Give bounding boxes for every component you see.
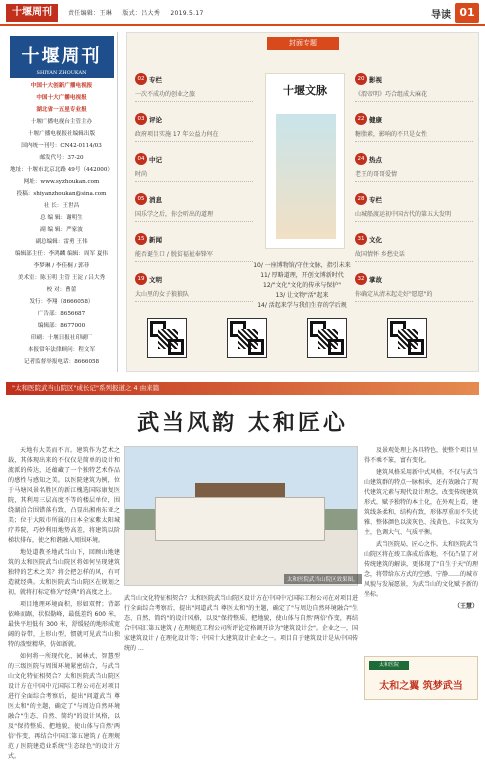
masthead-line: 印刷：十堰日报社印刷厂 — [30, 335, 93, 341]
article-paragraph: 项目地理环境面积，形如双臂；背部依峰而踞，状似勒峰，最低差约 600 米，最快平坦低有 300 米，舒缓轻的地形成宽阔的谷带，上形山型，惯就可见武当山独特的泼壁精华，仿如新就。 — [8, 601, 120, 648]
masthead-line: 副总编辑：雷勇 王伟 — [35, 239, 88, 245]
contents-head: 封面专题 — [267, 37, 339, 50]
item-category: 热点 — [369, 155, 382, 164]
contents-item[interactable] — [135, 73, 253, 102]
item-description: 山城船渡运初中国古代的第五大发明 — [355, 209, 473, 222]
contents-item[interactable] — [355, 73, 473, 102]
series-banner: "太和医院武当山院区"成长记"系列报道之 4 由来篇 — [6, 382, 479, 395]
toc-line: 12/"文化"文化的传承与保护" — [263, 282, 341, 289]
article-left-column — [8, 446, 120, 764]
masthead-line: 记者监督举报电话：8666058 — [23, 359, 100, 365]
page-num-badge: 20 — [355, 73, 367, 85]
masthead-line: 投稿：shiyanzhoukan@sina.com — [16, 191, 107, 197]
item-description: 时尚 — [135, 169, 253, 182]
page-num-badge: 15 — [135, 233, 147, 245]
toc-line: 10/ 一座博物馆/守住文脉，指引未来 — [253, 262, 351, 269]
brand-tag: 十堰周刊 — [6, 4, 58, 22]
item-category: 中记 — [149, 155, 162, 164]
ad-logo: 太和医院 — [369, 661, 409, 670]
item-description: 一次不成功的创业之旅 — [135, 89, 253, 102]
masthead-line: 邮发代号：37-20 — [39, 155, 84, 161]
item-description: 老王的哥哥爱情 — [355, 169, 473, 182]
masthead-line: 副 编 辑：严家波 — [40, 227, 83, 233]
masthead-line: 社 长：王世昌 — [43, 203, 80, 209]
item-description: 大山里的女子狼狼队 — [135, 289, 253, 302]
item-category: 评论 — [149, 115, 162, 124]
masthead-line: 湖北省一五星专业报 — [36, 107, 87, 113]
article-right-column — [364, 446, 478, 614]
contents-item[interactable] — [355, 193, 473, 222]
item-description: 糖脂素，影响的不只是女性 — [355, 129, 473, 142]
masthead-line: 网址：www.syzhoukan.com — [23, 179, 100, 185]
masthead-line: 中国十大广播电视报 — [36, 95, 87, 101]
section-label: 导读 — [431, 10, 451, 21]
item-category: 消息 — [149, 195, 162, 204]
item-description: 能否诞生口 / 脱贫福祉奉锋军 — [135, 249, 253, 262]
masthead-line: 本报常年法律顾问：程文军 — [27, 347, 96, 353]
article-signature: （王慧） — [453, 603, 478, 610]
top-bar — [0, 0, 485, 26]
cover-title: 十堰文脉 — [283, 84, 327, 97]
item-category: 文化 — [369, 235, 382, 244]
logo-subtitle: SHIYAN ZHOUKAN — [36, 70, 87, 76]
issue-date: 2019.5.17 — [170, 10, 204, 17]
contents-panel — [126, 32, 479, 372]
ad-slogan: 太和之翼 筑梦武当 — [379, 681, 463, 692]
article-paragraph: 如何将一所现代化、园林式、智慧型的三级医院与周围环境紧密结合，与武当山文化特征相契合？太和医院武当山院区设计方在中国中元国际工程公司在对项目进行全面综合考察后，提出"问道武当 尊医太和"的主题，确定了"与周边自然环境融合"生态、自然、简约"的设计风格，以及"保持整质、把地貌，使山体与自然'两倍'作变，再结合中国汇第五建筑 / 在理规范 / 医院建造业系统"生态绿色"的设计方式。 — [8, 653, 120, 760]
editor-credit: 责任编辑：王琳 — [68, 10, 113, 17]
item-description: 政府项目实施 17 年公益力何在 — [135, 129, 253, 142]
page-num-badge: 32 — [355, 273, 367, 285]
item-category: 新闻 — [149, 235, 162, 244]
qr-code[interactable] — [307, 318, 347, 358]
article-paragraph: 武当医院局，匠心之作。太和医院武当山院区将在竣工落成后落地，不仅凸显了对传统建筑的解读，更体现了"自生于天"的理念，将带给东方式的空感、宁静……的城市风貌与发展愿景，为武当山的文化赋予新的坐标。 — [364, 541, 479, 598]
contents-item[interactable] — [135, 193, 253, 222]
item-description: 故国情怀 乡愁史话 — [355, 249, 473, 262]
masthead-credits — [6, 82, 117, 367]
contents-item[interactable] — [135, 233, 253, 262]
article-paragraph: 建筑风格采用新中式风格，不仅与武当山建筑群的特点一脉相承，还有效融合了现代建筑元素与现代设计理念，改变传统建筑形式，赋予独特的本土化，在外观上看，建筑线条柔和，结构有致，形体厚重而不失优雅、整体颜色以淡灰色、浅黄色、卡纹灰为主，色调大气、气质平衡。 — [364, 469, 479, 536]
masthead-line: 李梦琳 / 李佳桐 / 郭菲 — [33, 263, 90, 269]
page-num-badge: 24 — [355, 153, 367, 165]
masthead-line: 编辑部主任：李鸿麟 编辑：周军 夏伟 — [14, 251, 109, 257]
page-num-badge: 05 — [135, 193, 147, 205]
item-description: 你确定从清末起走好"愿愿"的 — [355, 289, 473, 302]
qr-codes — [137, 318, 470, 366]
contents-item[interactable] — [355, 113, 473, 142]
qr-code[interactable] — [387, 318, 427, 358]
item-category: 影视 — [369, 75, 382, 84]
article-paragraph: 天地有大美而不言。建筑作为艺术之载，其体现出来的不仅仅是简单的设计和流派的传达，还蕴藏了一个独特艺术作品的感性与感知之美。以医院建筑为例，位于马塘风景名胜区的新江槐选国际康复医院，其利用三层高度不等的楼层单位，围绕湖泊合围错落有致，凸显出湘南东亚之美；位于大阪市所属的日本全家紫太阳城疗养院，巧妙利用地势高差，将建筑以阶梯状排布，使之和谐融入周围环境。 — [8, 447, 120, 544]
item-category: 健康 — [369, 115, 382, 124]
photo-building — [155, 497, 325, 541]
item-description: 《渭帝明》巧合组成大麻花 — [355, 89, 473, 102]
page-num-badge: 02 — [135, 73, 147, 85]
contents-item[interactable] — [135, 113, 253, 142]
masthead-line: 总 编 辑：谢明生 — [40, 215, 83, 221]
contents-item[interactable] — [135, 153, 253, 182]
item-category: 专栏 — [149, 75, 162, 84]
article-paragraph: 及景观处理上各具特色，使整个项目呈得不乘不篆，富有变化。 — [364, 447, 479, 464]
page-num-badge: 22 — [355, 113, 367, 125]
item-category: 文明 — [149, 275, 162, 284]
item-category: 掌故 — [369, 275, 382, 284]
masthead-line: 发行：李翔（8666058） — [29, 299, 94, 305]
masthead-line: 十堰广播电视台主管主办 — [30, 119, 93, 125]
article-headline: 武当风韵 太和匠心 — [137, 410, 348, 436]
page-meta — [68, 8, 212, 17]
masthead-line: 国内统一刊号：CN42-0114/03 — [21, 143, 102, 149]
toc-line: 14/ 活起来学与我们生存的学后规 — [257, 302, 347, 309]
page-num-badge: 04 — [135, 153, 147, 165]
contents-item[interactable] — [355, 153, 473, 182]
qr-code[interactable] — [227, 318, 267, 358]
cover-toc — [227, 261, 377, 311]
page-num-badge: 28 — [355, 193, 367, 205]
contents-item[interactable] — [355, 233, 473, 262]
cover-panel — [265, 73, 345, 249]
masthead-line: 编辑部：8677000 — [37, 323, 86, 329]
photo-caption: 太和医院武当山院区效果图。 — [284, 574, 362, 584]
masthead-line: 校 对：曹蕾 — [46, 287, 77, 293]
masthead-line: 广告部：8656687 — [37, 311, 86, 317]
page-number: 01 — [455, 3, 479, 23]
masthead-line: 美术室：陈玉明 主管 王淀 / 吕大秀 — [17, 275, 106, 281]
article-middle-column: 武当山文化特征相契合？太和医院武当山院区设计方在中国中元国际工程公司在对项目进行全面综合考察后，提出"问道武当 尊医太和"的主题，确定了"与周边自然环境融合"生态、自然、简约"的设计风格，以及"保持整质、把地貌，使山体与自然'两倍'作变，再结合中国汇第五建筑 / 在理规范工程公司所评论定格调开诊为"建筑设计会"。企业之一，国家建筑设计 / 在理化设计等；中国十大建筑设计企业之一。项目自于建筑设计是从中国传统的 … — [124, 595, 359, 652]
masthead-line: 地址：十堰市北京北路 49号（442000） — [10, 167, 113, 173]
qr-code[interactable] — [147, 318, 187, 358]
masthead-logo — [10, 36, 114, 78]
page-num-badge: 31 — [355, 233, 367, 245]
page-num-badge: 03 — [135, 113, 147, 125]
logo-title: 十堰周刊 — [21, 46, 102, 67]
masthead-column — [6, 32, 118, 372]
masthead-line: 中国十大创新广播电视报 — [30, 83, 93, 89]
item-category: 专栏 — [369, 195, 382, 204]
toc-line: 11/ 厚略道理，开创文博新时代 — [260, 272, 344, 279]
page-num-badge: 19 — [135, 273, 147, 285]
designer-credit: 版式：吕大秀 — [122, 10, 161, 17]
masthead-line: 十堰广播电视报社编辑出版 — [27, 131, 96, 137]
item-description: 国乐学之后，你会听出的道理 — [135, 209, 253, 222]
article-paragraph: 地处道教圣地武当山下，回顾山地建筑的太和医院武当山院区将如何呈现建筑独特的艺术之美？将会把怎样的风，有可造就经典。太和医院武当山院区在规划之初，就将打标定格为"经典"的高度之上。 — [8, 549, 120, 596]
cover-image — [276, 114, 336, 239]
hospital-ad[interactable] — [364, 656, 478, 700]
toc-line: 13/ 让文物"活"起来 — [275, 292, 329, 299]
building-photo — [124, 446, 358, 586]
